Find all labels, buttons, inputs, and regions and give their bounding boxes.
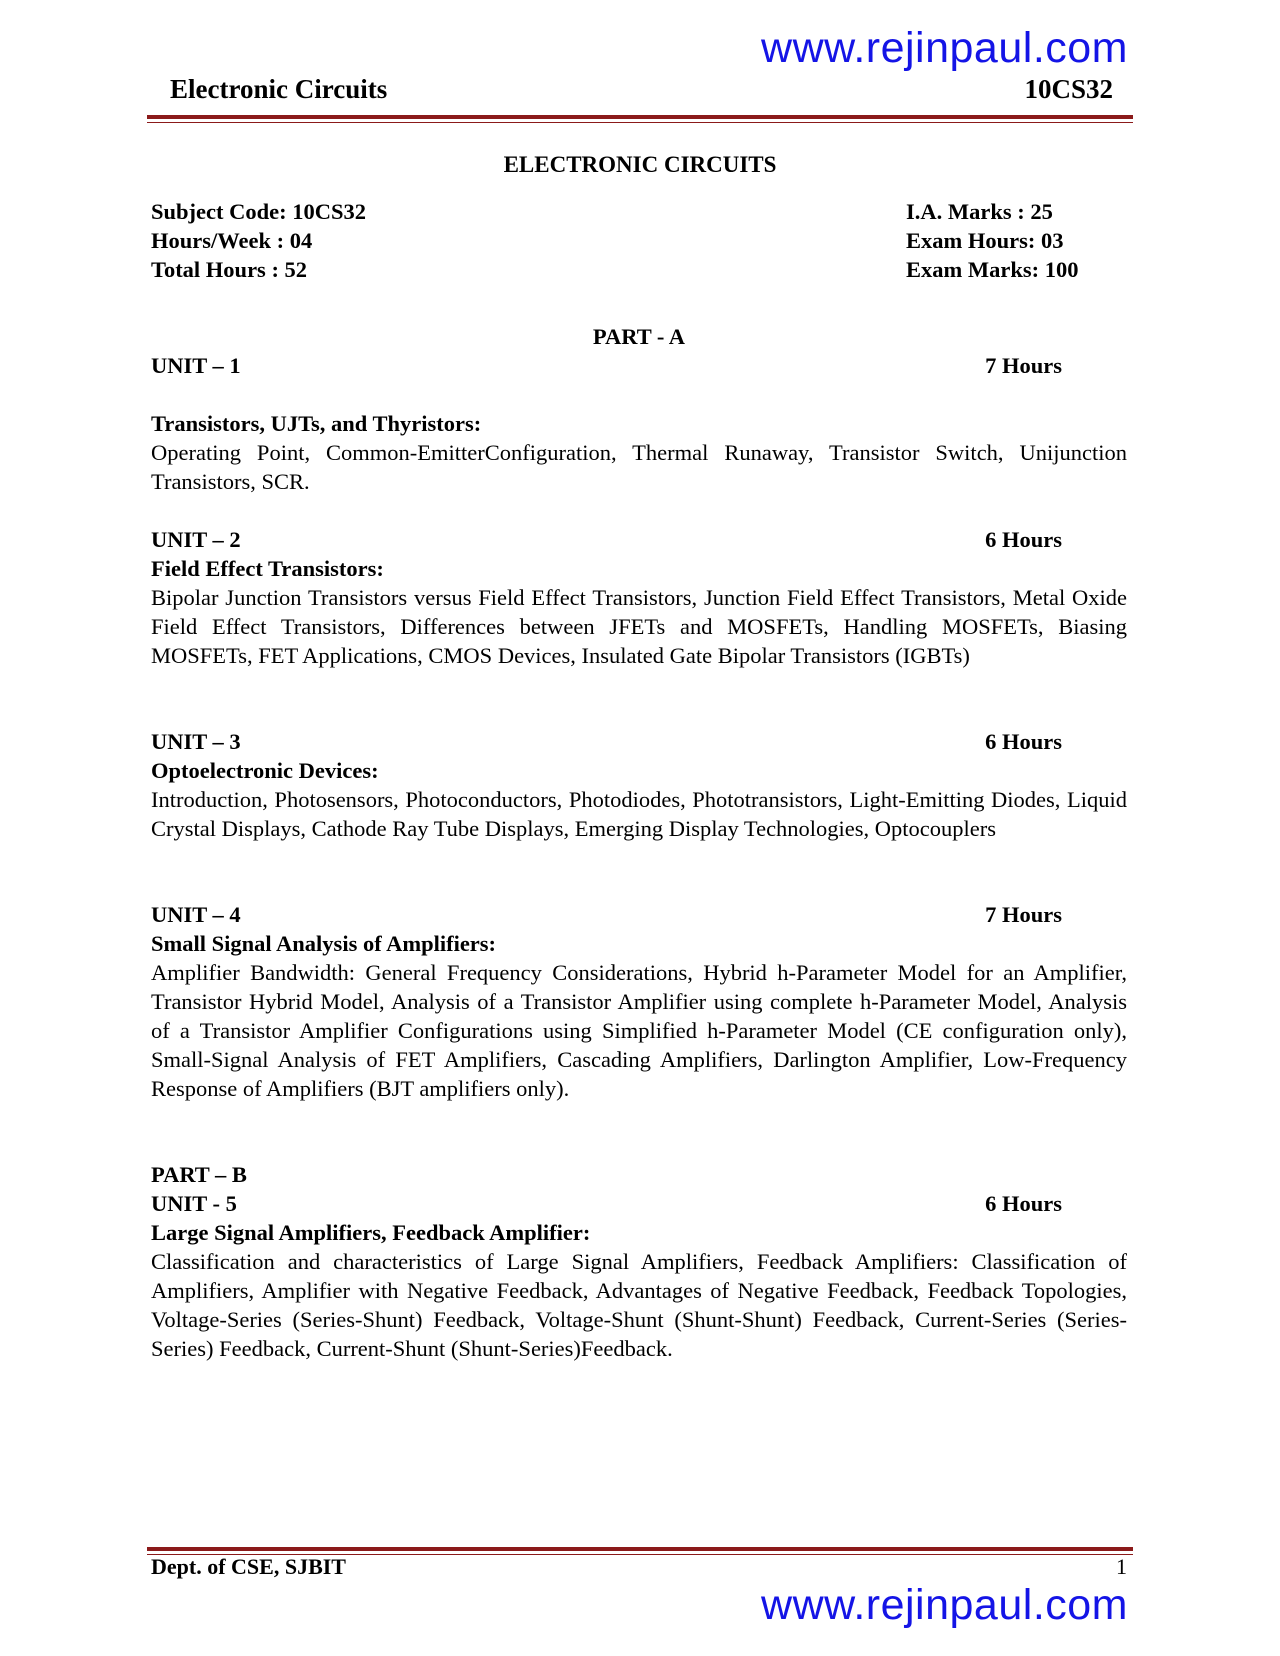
unit-2-section <box>151 525 1127 670</box>
subject-code: Subject Code: 10CS32 <box>151 199 367 224</box>
unit-hours: 7 Hours <box>985 902 1062 927</box>
footer-dept: Dept. of CSE, SJBIT <box>151 1554 346 1579</box>
unit-label: UNIT – 4 <box>151 902 241 927</box>
unit-topic: Transistors, UJTs, and Thyristors: <box>151 411 482 436</box>
watermark-bottom: www.rejinpaul.com <box>761 1581 1128 1629</box>
unit-4-section <box>151 900 1127 1103</box>
unit-topic: Optoelectronic Devices: <box>151 758 379 783</box>
header-code: 10CS32 <box>1024 74 1113 104</box>
header-rule-thin <box>147 122 1133 123</box>
unit-description: Classification and characteristics of Large Signal Amplifiers, Feedback Amplifiers: Classification of Amplifiers, Amplifier with Negative Feedback, Advantages of Negative Feedback, Feedback Topologies, Voltage-Series (Series-Shunt) Feedback, Voltage-Shunt (Shunt-Shunt) Feedback, Current-Series (Series- Series) Feedback, Current-Shunt (Shunt-Series)Feedback. <box>151 1249 1127 1361</box>
part-a-heading: PART - A <box>592 324 686 349</box>
unit-topic: Large Signal Amplifiers, Feedback Amplifier: <box>151 1220 591 1245</box>
unit-description: Amplifier Bandwidth: General Frequency Considerations, Hybrid h-Parameter Model for an Amplifier, Transistor Hybrid Model, Analysis of a Transistor Amplifier using complete h-Parameter Model, Analysis of a Transistor Amplifier Configurations using Simplified h-Parameter Model (CE configuration only), Small-Signal Analysis of FET Amplifiers, Cascading Amplifiers, Darlington Amplifier, Low-Frequency Response of Amplifiers (BJT amplifiers only). <box>151 960 1127 1101</box>
footer-rule <box>147 1547 1133 1551</box>
unit-hours: 7 Hours <box>985 353 1062 378</box>
unit-5-section <box>151 1160 1127 1363</box>
unit-3-section <box>151 727 1127 843</box>
page-title: ELECTRONIC CIRCUITS <box>503 152 777 177</box>
total-hours: Total Hours : 52 <box>151 257 308 282</box>
unit-topic: Small Signal Analysis of Amplifiers: <box>151 931 497 956</box>
unit-label: UNIT – 3 <box>151 729 241 754</box>
header-subject: Electronic Circuits <box>170 74 388 104</box>
unit-1-section <box>151 322 1127 496</box>
unit-topic: Field Effect Transistors: <box>151 556 384 581</box>
unit-label: UNIT - 5 <box>151 1191 237 1216</box>
unit-hours: 6 Hours <box>985 1191 1062 1216</box>
exam-hours: Exam Hours: 03 <box>906 228 1064 253</box>
ia-marks: I.A. Marks : 25 <box>906 199 1053 224</box>
meta-block <box>151 197 1127 284</box>
unit-label: UNIT – 1 <box>151 353 241 378</box>
unit-description: Introduction, Photosensors, Photoconductors, Photodiodes, Phototransistors, Light-Emitting Diodes, Liquid Crystal Displays, Cathode Ray Tube Displays, Emerging Display Technologies, Optocouplers <box>151 787 1127 841</box>
unit-description: Bipolar Junction Transistors versus Field Effect Transistors, Junction Field Effect Transistors, Metal Oxide Field Effect Transistors, Differences between JFETs and MOSFETs, Handling MOSFETs, Biasing MOSFETs, FET Applications, CMOS Devices, Insulated Gate Bipolar Transistors (IGBTs) <box>151 585 1127 668</box>
unit-description: Operating Point, Common-EmitterConfiguration, Thermal Runaway, Transistor Switch, Unijunction Transistors, SCR. <box>151 440 1127 494</box>
unit-hours: 6 Hours <box>985 729 1062 754</box>
unit-label: UNIT – 2 <box>151 527 241 552</box>
header-rule <box>147 115 1133 119</box>
unit-hours: 6 Hours <box>985 527 1062 552</box>
hours-week: Hours/Week : 04 <box>151 228 313 253</box>
exam-marks: Exam Marks: 100 <box>906 257 1079 282</box>
page-number: 1 <box>1116 1554 1127 1579</box>
part-b-heading: PART – B <box>151 1162 247 1187</box>
watermark-top: www.rejinpaul.com <box>761 24 1128 72</box>
